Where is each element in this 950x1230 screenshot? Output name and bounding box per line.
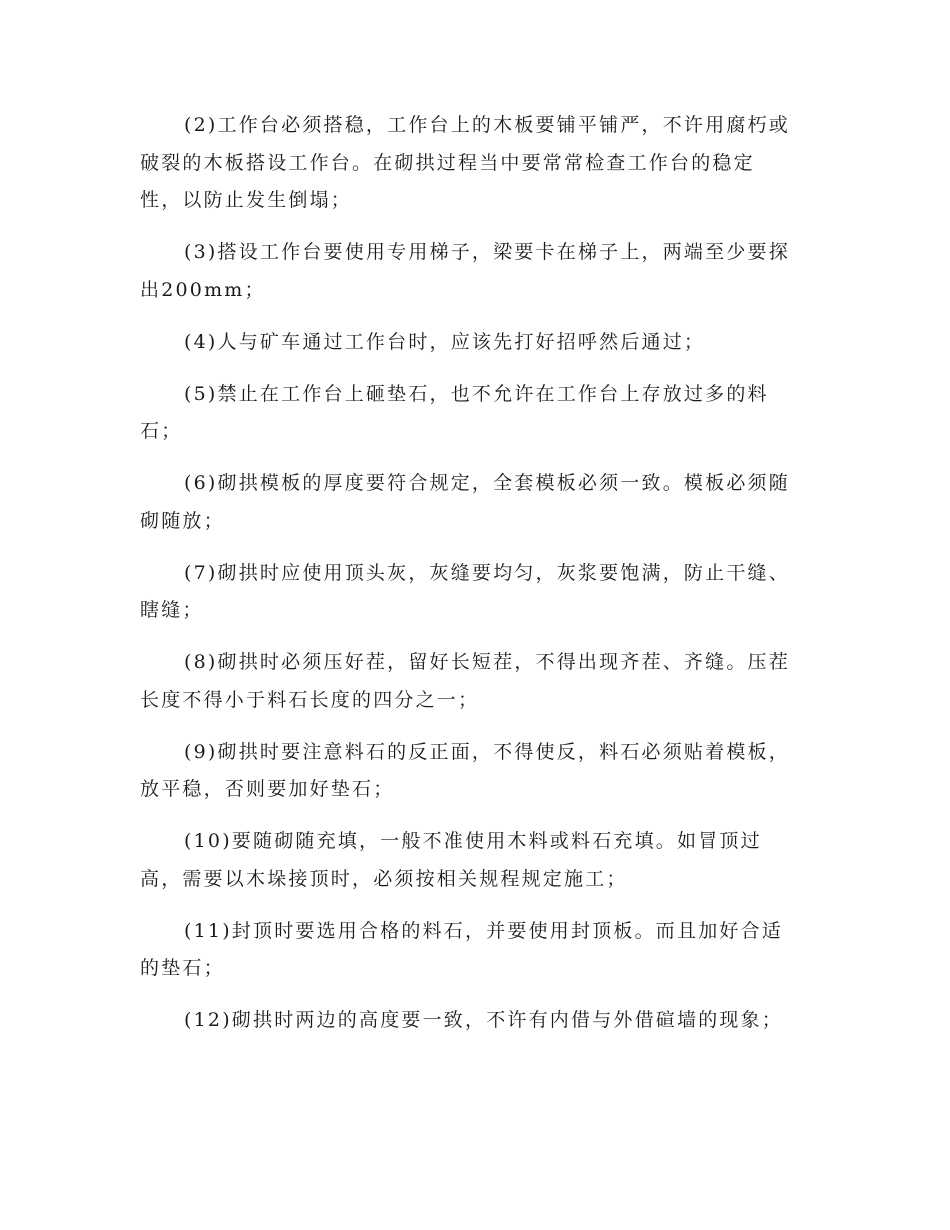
paragraph-item-7 — [140, 555, 808, 630]
text-line: 放平稳，否则要加好垫石； — [140, 778, 395, 800]
paragraph-item-8 — [140, 644, 808, 719]
paragraph-item-11 — [140, 913, 808, 988]
text-line: 高，需要以木垛接顶时，必须按相关规程规定施工； — [140, 867, 628, 890]
text-line: (3)搭设工作台要使用专用梯子，梁要卡在梯子上，两端至少要探 — [184, 241, 790, 263]
paragraph-item-2 — [140, 107, 808, 220]
text-line: (12)砌拱时两边的高度要一致，不许有内借与外借碹墙的现象； — [184, 1009, 784, 1031]
text-line: (5)禁止在工作台上砸垫石，也不允许在工作台上存放过多的料 — [184, 382, 769, 405]
paragraph-item-5 — [140, 376, 808, 451]
text-line: (11)封顶时要选用合格的料石，并要使用封顶板。而且加好合适 — [184, 919, 784, 942]
document-body — [140, 107, 808, 1054]
paragraph-item-4 — [140, 324, 808, 362]
paragraph-item-12 — [140, 1002, 808, 1040]
text-line: 出200mm； — [140, 278, 266, 301]
text-line: (8)砌拱时必须压好茬，留好长短茬，不得出现齐茬、齐缝。压茬 — [184, 651, 790, 673]
text-line: (10)要随砌随充填，一般不准使用木料或料石充填。如冒顶过 — [184, 830, 762, 852]
text-line: (7)砌拱时应使用顶头灰，灰缝要均匀，灰浆要饱满，防止干缝、 — [184, 561, 790, 584]
text-line: 石； — [140, 420, 183, 442]
text-line: (9)砌拱时要注意料石的反正面，不得使反，料石必须贴着模板， — [184, 740, 790, 763]
paragraph-item-3 — [140, 234, 808, 309]
paragraph-item-6 — [140, 465, 808, 540]
text-line: (2)工作台必须搭稳，工作台上的木板要铺平铺严，不许用腐朽或 — [184, 114, 790, 136]
text-line: 破裂的木板搭设工作台。在砌拱过程当中要常常检查工作台的稳定 — [140, 151, 755, 174]
paragraph-item-10 — [140, 823, 808, 898]
text-line: 的垫石； — [140, 957, 225, 979]
text-line: 砌随放； — [140, 509, 225, 532]
text-line: 长度不得小于料石长度的四分之一； — [140, 688, 480, 711]
text-line: 瞎缝； — [140, 599, 204, 621]
paragraph-item-9 — [140, 734, 808, 809]
text-line: 性，以防止发生倒塌； — [140, 189, 353, 211]
text-line: (6)砌拱模板的厚度要符合规定，全套模板必须一致。模板必须随 — [184, 472, 790, 494]
text-line: (4)人与矿车通过工作台时，应该先打好招呼然后通过； — [184, 330, 706, 353]
